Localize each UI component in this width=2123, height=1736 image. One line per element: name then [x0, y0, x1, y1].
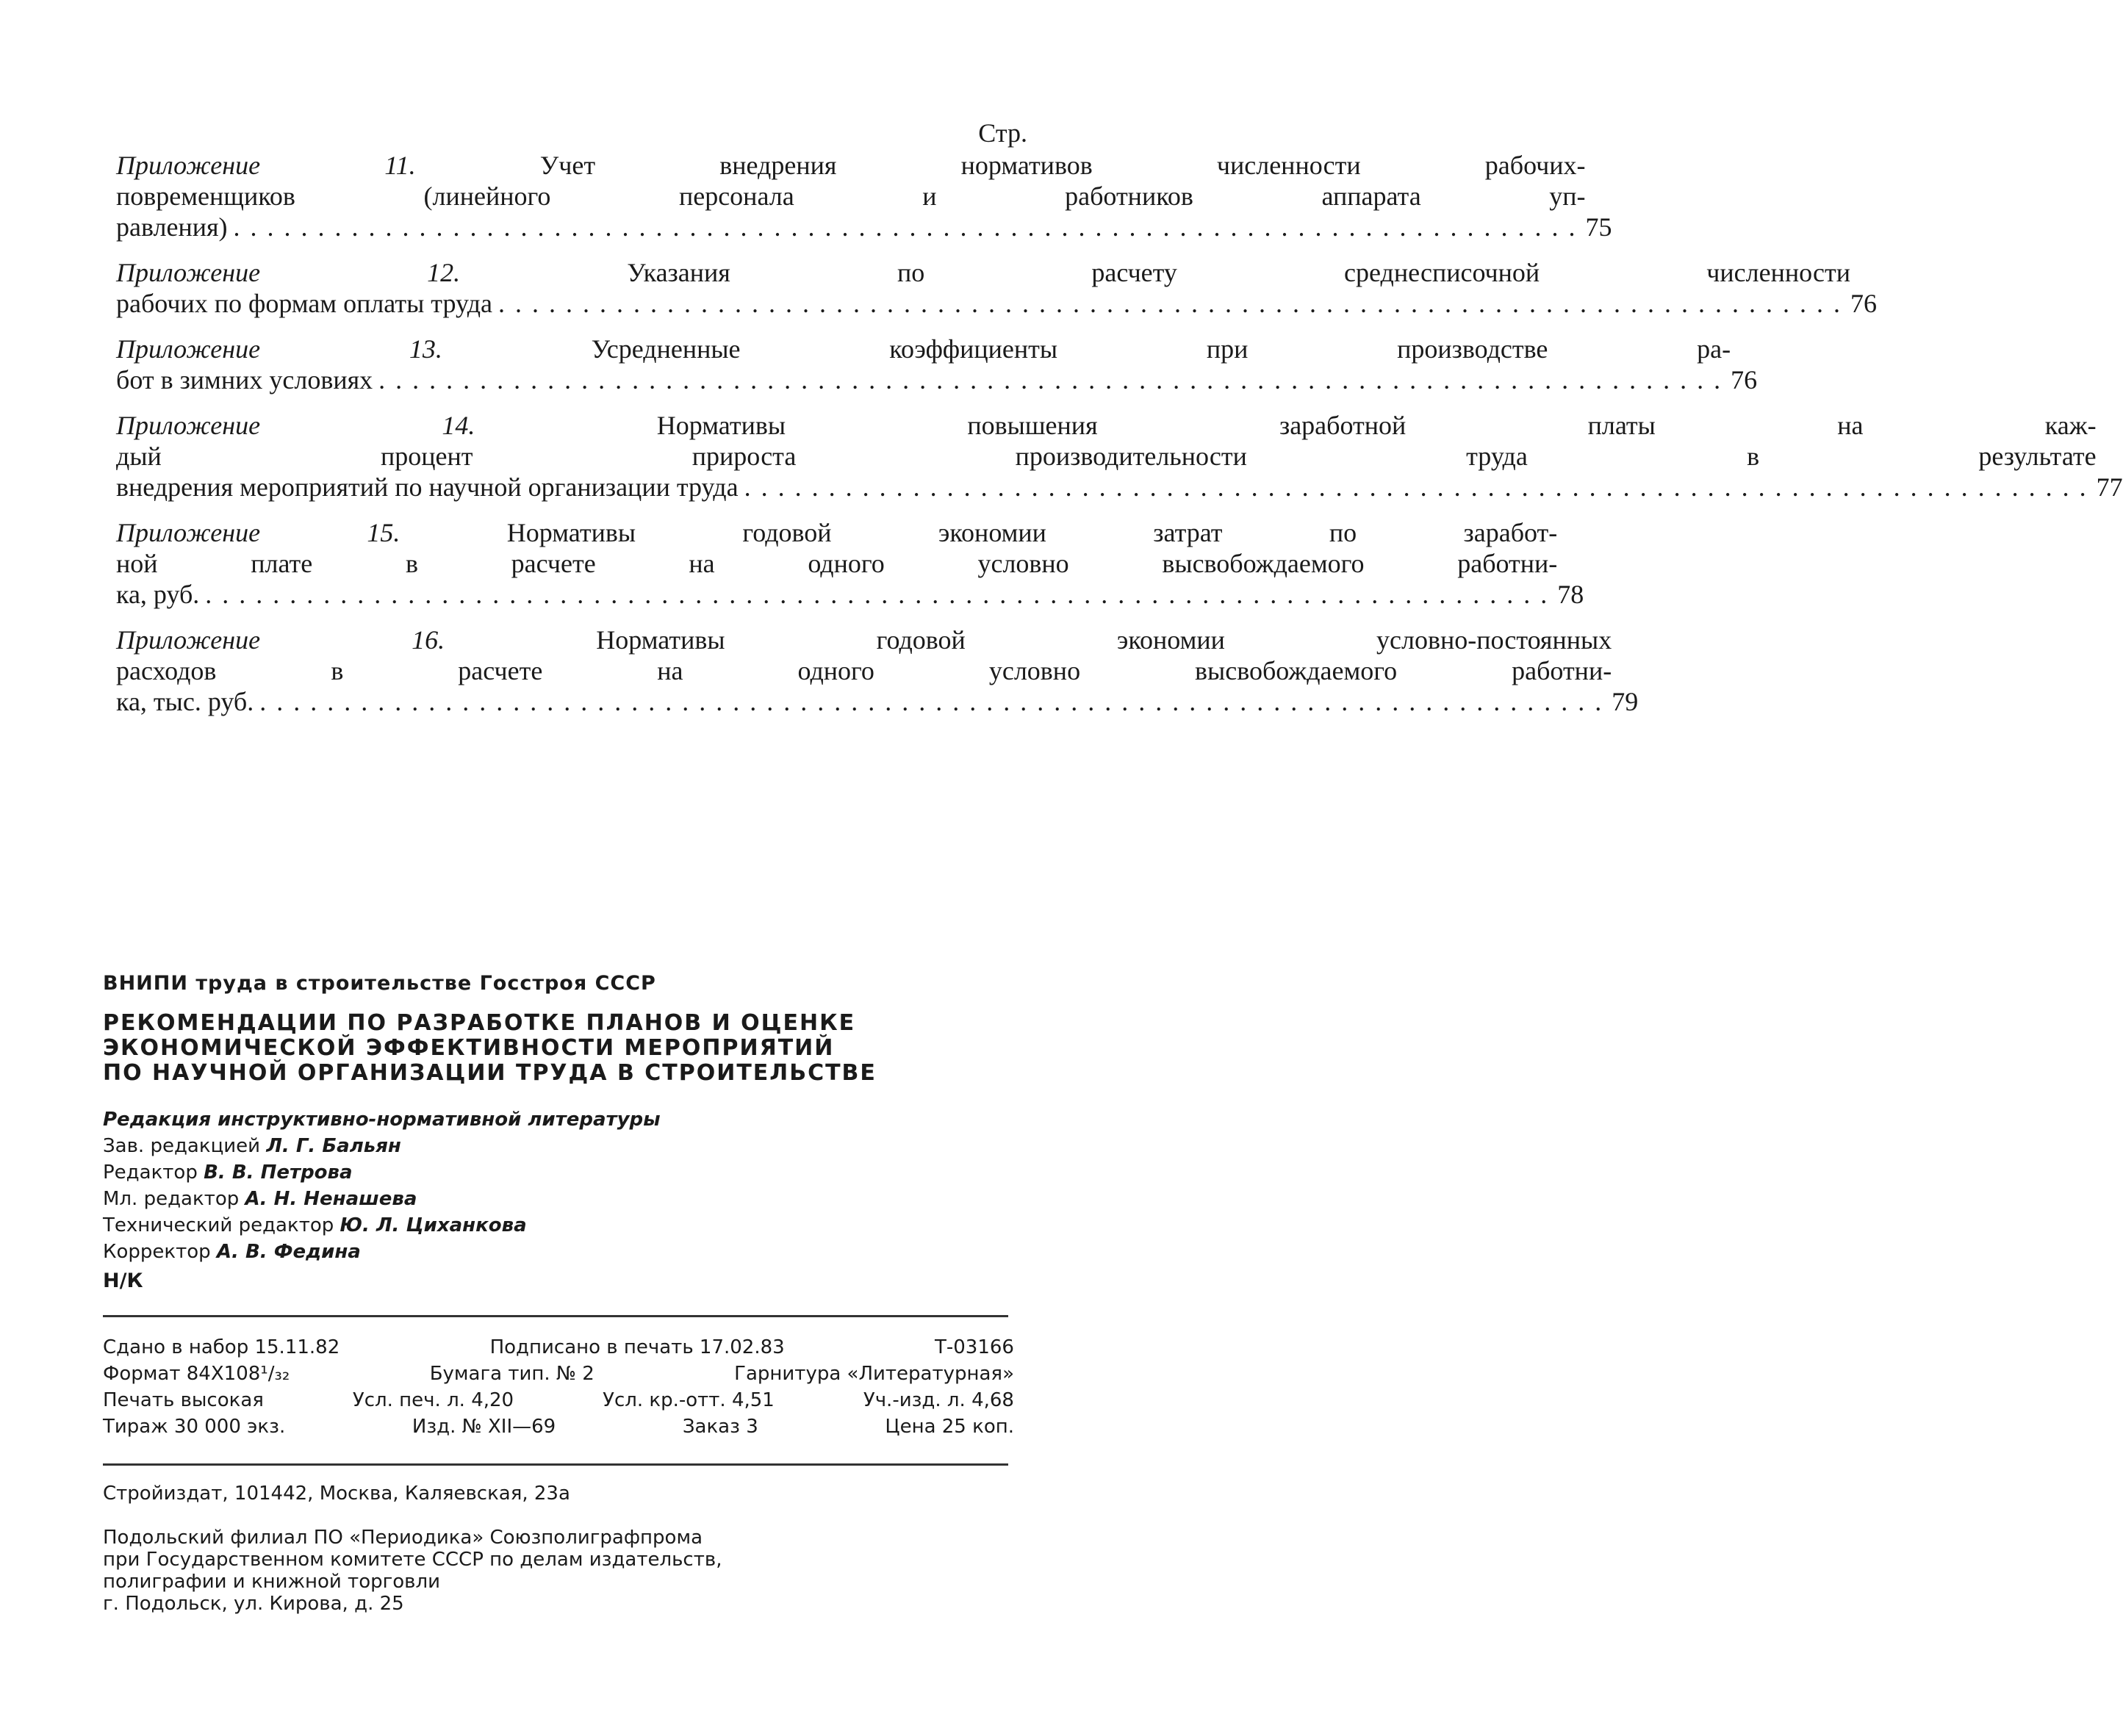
- imprint-block: [103, 972, 1021, 1292]
- staff-row: [103, 1239, 1021, 1265]
- staff-row: [103, 1186, 1021, 1212]
- toc-entry[interactable]: [116, 517, 1584, 610]
- leader-dots: ................................................................................: [498, 289, 1850, 318]
- spec-cell: Цена 25 коп.: [885, 1416, 1014, 1438]
- staff-list: [103, 1106, 1021, 1265]
- toc-line-text: Нормативы годовой экономии затрат по заработ-: [400, 518, 1558, 547]
- staff-role: Корректор: [103, 1241, 217, 1263]
- toc-line-text: внедрения мероприятий по научной организации труда: [116, 472, 739, 502]
- toc-line-text: Указания по расчету среднесписочной численности: [460, 258, 1850, 287]
- leader-dots: ................................................................................: [378, 365, 1731, 395]
- toc-entry-text: [116, 257, 1850, 319]
- spec-row: [103, 1413, 1014, 1440]
- print-specs: [103, 1334, 1014, 1440]
- toc-entry[interactable]: [116, 334, 1758, 395]
- toc-last-line: [116, 288, 1850, 319]
- spec-cell: Т-03166: [935, 1336, 1014, 1358]
- table-of-contents: [116, 118, 2123, 732]
- staff-role: Зав. редакцией: [103, 1135, 267, 1157]
- toc-line-text: бот в зимних условиях: [116, 365, 373, 395]
- staff-name: Л. Г. Бальян: [266, 1135, 401, 1157]
- staff-name: А. Н. Ненашева: [245, 1188, 417, 1210]
- staff-row: [103, 1159, 1021, 1186]
- toc-page-number: 75: [1585, 212, 1612, 242]
- spec-cell: Подписано в печать 17.02.83: [489, 1336, 785, 1358]
- toc-page-number: 78: [1557, 580, 1584, 609]
- book-title-line: ЭКОНОМИЧЕСКОЙ ЭФФЕКТИВНОСТИ МЕРОПРИЯТИЙ: [103, 1035, 835, 1061]
- spec-cell: Заказ 3: [682, 1416, 758, 1438]
- staff-role: Редактор: [103, 1161, 204, 1184]
- toc-entry[interactable]: [116, 624, 1639, 717]
- toc-line-text: равления): [116, 212, 228, 242]
- staff-name: А. В. Федина: [216, 1241, 361, 1263]
- appendix-label: Приложение 12.: [116, 258, 461, 287]
- staff-role: Технический редактор: [103, 1214, 340, 1236]
- spec-cell: Уч.-изд. л. 4,68: [863, 1389, 1014, 1411]
- toc-page-number: 76: [1731, 365, 1758, 395]
- publisher-address: Стройиздат, 101442, Москва, Каляевская, 23а: [103, 1483, 570, 1505]
- printer-line: Подольский филиал ПО «Периодика» Союзполиграфпрома: [103, 1527, 703, 1549]
- toc-entry[interactable]: [116, 257, 1877, 319]
- leader-dots: ................................................................................: [259, 687, 1612, 716]
- toc-line-text: Нормативы годовой экономии условно-постоянных: [445, 625, 1612, 655]
- staff-name: В. В. Петрова: [204, 1161, 353, 1184]
- leader-dots: ................................................................................: [744, 472, 2097, 502]
- toc-line-text: расходов в расчете на одного условно высвобождаемого работни-: [116, 656, 1612, 685]
- toc-line: [116, 150, 1586, 181]
- toc-line-text: Нормативы повышения заработной платы на каж-: [475, 411, 2097, 440]
- printer-info: [103, 1527, 722, 1615]
- toc-last-line: [116, 686, 1612, 717]
- toc-entry-text: [116, 150, 1586, 242]
- spec-cell: Усл. печ. л. 4,20: [352, 1389, 514, 1411]
- toc-line-text: повременщиков (линейного персонала и работников аппарата уп-: [116, 181, 1586, 211]
- spec-cell: Бумага тип. № 2: [429, 1363, 594, 1385]
- toc-page-number: 77: [2096, 472, 2123, 502]
- staff-row: [103, 1212, 1021, 1239]
- leader-dots: ................................................................................: [205, 580, 1558, 609]
- toc-last-line: [116, 579, 1557, 610]
- spec-row: [103, 1387, 1014, 1413]
- staff-role: Мл. редактор: [103, 1188, 245, 1210]
- spec-cell: Формат 84X108¹/₃₂: [103, 1363, 290, 1385]
- staff-row: [103, 1133, 1021, 1159]
- toc-line: [116, 334, 1731, 364]
- appendix-label: Приложение 16.: [116, 625, 445, 655]
- spec-cell: Усл. кр.-отт. 4,51: [603, 1389, 775, 1411]
- nk-mark: Н/К: [103, 1269, 143, 1292]
- appendix-label: Приложение 13.: [116, 334, 442, 364]
- spec-cell: Сдано в набор 15.11.82: [103, 1336, 340, 1358]
- toc-line: [116, 257, 1850, 288]
- toc-line: [116, 410, 2097, 441]
- leader-dots: ................................................................................: [233, 212, 1586, 242]
- toc-line-text: Усредненные коэффициенты при производстве ра-: [442, 334, 1731, 364]
- toc-line-text: Учет внедрения нормативов численности рабочих-: [415, 151, 1586, 180]
- book-title-line: ПО НАУЧНОЙ ОРГАНИЗАЦИИ ТРУДА В СТРОИТЕЛЬСТВЕ: [103, 1060, 877, 1086]
- book-title: [103, 1011, 1021, 1086]
- spec-cell: Тираж 30 000 экз.: [103, 1416, 286, 1438]
- toc-line-text: дый процент прироста производительности труда в результате: [116, 442, 2097, 471]
- toc-page-number: 76: [1850, 289, 1877, 318]
- divider-bottom: [103, 1463, 1008, 1466]
- appendix-label: Приложение 15.: [116, 518, 400, 547]
- printer-line: при Государственном комитете СССР по делам издательств,: [103, 1549, 722, 1571]
- toc-entries: [116, 150, 2123, 717]
- toc-last-line: [116, 472, 2097, 503]
- toc-line: [116, 517, 1557, 548]
- toc-line: [116, 548, 1557, 579]
- toc-entry-text: [116, 334, 1731, 395]
- appendix-label: Приложение 14.: [116, 411, 475, 440]
- toc-page-number: 79: [1612, 687, 1639, 716]
- spec-cell: Печать высокая: [103, 1389, 264, 1411]
- toc-line: [116, 181, 1586, 212]
- toc-line: [116, 441, 2097, 472]
- spec-row: [103, 1361, 1014, 1387]
- toc-last-line: [116, 212, 1586, 242]
- printer-line: г. Подольск, ул. Кирова, д. 25: [103, 1593, 404, 1615]
- toc-line-text: ной плате в расчете на одного условно высвобождаемого работни-: [116, 549, 1558, 578]
- divider-top: [103, 1315, 1008, 1317]
- page-column-header: Стр.: [978, 118, 1027, 148]
- appendix-label: Приложение 11.: [116, 151, 416, 180]
- organization-name: ВНИПИ труда в строительстве Госстроя СССР: [103, 972, 656, 995]
- staff-name: Ю. Л. Циханкова: [340, 1214, 527, 1236]
- toc-line: [116, 655, 1612, 686]
- editorial-office: Редакция инструктивно-нормативной литературы: [103, 1109, 661, 1131]
- toc-entry[interactable]: [116, 150, 1612, 242]
- spec-row: [103, 1334, 1014, 1361]
- toc-line-text: ка, руб.: [116, 580, 200, 609]
- toc-last-line: [116, 364, 1731, 395]
- toc-entry[interactable]: [116, 410, 2123, 503]
- toc-entry-text: [116, 410, 2097, 503]
- printer-line: полиграфии и книжной торговли: [103, 1571, 441, 1593]
- toc-line: [116, 624, 1612, 655]
- toc-entry-text: [116, 517, 1557, 610]
- book-title-line: РЕКОМЕНДАЦИИ ПО РАЗРАБОТКЕ ПЛАНОВ И ОЦЕНКЕ: [103, 1010, 856, 1036]
- toc-line-text: рабочих по формам оплаты труда: [116, 289, 492, 318]
- spec-cell: Изд. № XII—69: [412, 1416, 556, 1438]
- toc-entry-text: [116, 624, 1612, 717]
- toc-line-text: ка, тыс. руб.: [116, 687, 254, 716]
- spec-cell: Гарнитура «Литературная»: [734, 1363, 1014, 1385]
